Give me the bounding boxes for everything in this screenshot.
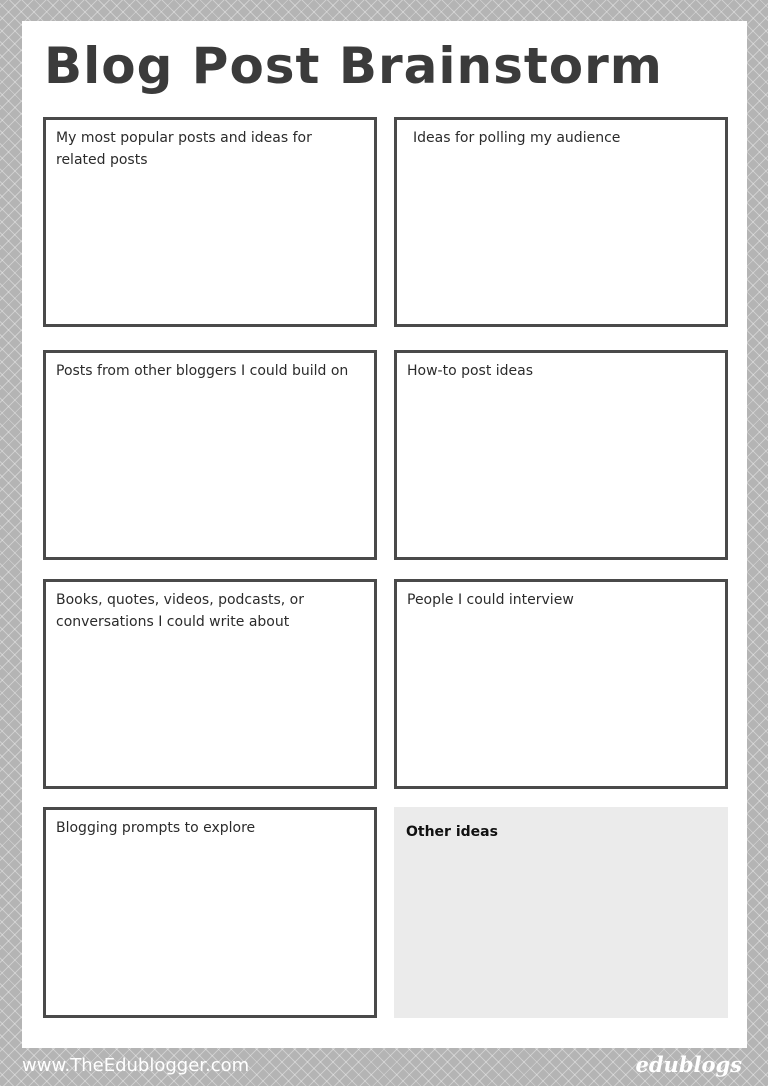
box-label: Books, quotes, videos, podcasts, or conversations I could write about bbox=[56, 592, 305, 630]
box-label: Blogging prompts to explore bbox=[56, 820, 256, 836]
box-label: Ideas for polling my audience bbox=[413, 130, 621, 146]
box-label: Other ideas bbox=[406, 824, 498, 840]
box-label: How-to post ideas bbox=[407, 363, 534, 379]
box-other-bloggers bbox=[43, 350, 377, 560]
box-label: Posts from other bloggers I could build on bbox=[56, 363, 349, 379]
edublogs-logo: edublogs bbox=[635, 1052, 742, 1077]
box-books-quotes bbox=[43, 579, 377, 789]
box-blogging-prompts bbox=[43, 807, 377, 1018]
footer-url: www.TheEdublogger.com bbox=[22, 1055, 250, 1076]
box-other-ideas bbox=[394, 807, 728, 1018]
box-label: My most popular posts and ideas for related posts bbox=[56, 130, 312, 168]
box-polling-audience bbox=[394, 117, 728, 327]
page-title: Blog Post Brainstorm bbox=[44, 37, 663, 95]
worksheet bbox=[22, 21, 747, 1048]
box-interview bbox=[394, 579, 728, 789]
box-popular-posts bbox=[43, 117, 377, 327]
box-label: People I could interview bbox=[407, 592, 574, 608]
box-how-to-ideas bbox=[394, 350, 728, 560]
